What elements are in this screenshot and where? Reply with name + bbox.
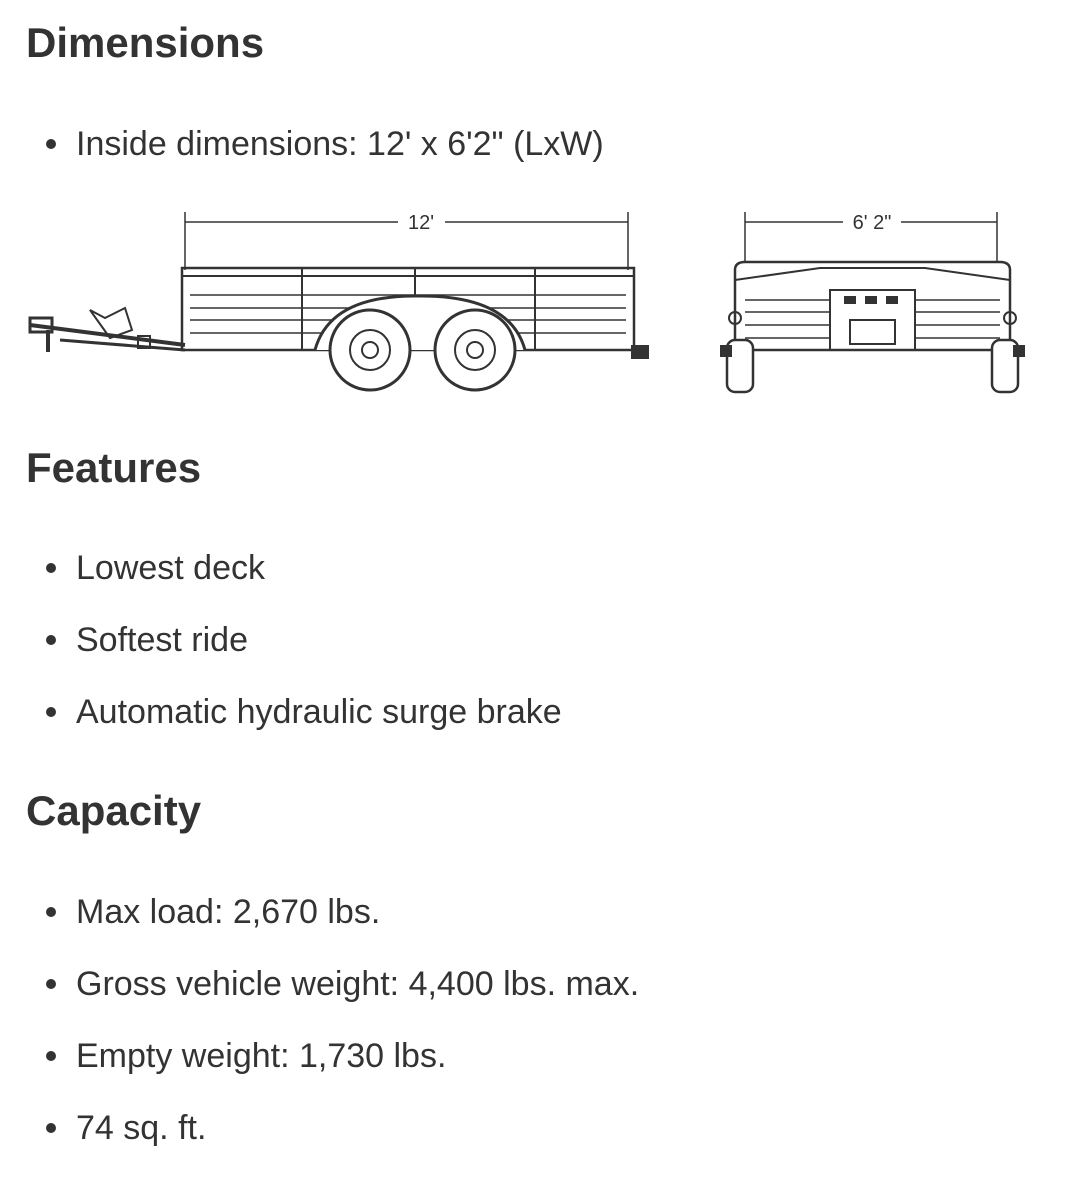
bullet-icon bbox=[46, 907, 56, 917]
bullet-icon bbox=[46, 979, 56, 989]
capacity-text: Gross vehicle weight: 4,400 lbs. max. bbox=[76, 965, 640, 1003]
dimensions-list bbox=[0, 108, 604, 180]
dimensions-heading: Dimensions bbox=[26, 19, 265, 66]
feature-text: Automatic hydraulic surge brake bbox=[76, 693, 562, 731]
feature-text: Lowest deck bbox=[76, 549, 265, 587]
bullet-icon bbox=[46, 563, 56, 573]
inside-dimensions-text: Inside dimensions: 12' x 6'2" (LxW) bbox=[76, 125, 604, 163]
list-item bbox=[0, 876, 639, 948]
feature-text: Softest ride bbox=[76, 621, 248, 659]
capacity-text: Empty weight: 1,730 lbs. bbox=[76, 1037, 447, 1075]
rear-dimension-label: 6' 2" bbox=[852, 212, 892, 234]
capacity-text: Max load: 2,670 lbs. bbox=[76, 893, 381, 931]
side-dimension-label: 12' bbox=[407, 212, 435, 234]
list-item bbox=[0, 108, 604, 180]
bullet-icon bbox=[46, 707, 56, 717]
capacity-text: 74 sq. ft. bbox=[76, 1109, 207, 1147]
trailer-side-view-diagram bbox=[20, 200, 670, 400]
bullet-icon bbox=[46, 635, 56, 645]
bullet-icon bbox=[46, 1051, 56, 1061]
list-item bbox=[0, 532, 562, 604]
trailer-rear-view-diagram bbox=[715, 200, 1035, 400]
list-item bbox=[0, 604, 562, 676]
list-item bbox=[0, 1092, 639, 1164]
list-item bbox=[0, 948, 639, 1020]
list-item bbox=[0, 676, 562, 748]
list-item bbox=[0, 1020, 639, 1092]
capacity-heading: Capacity bbox=[26, 787, 202, 834]
capacity-list bbox=[0, 876, 639, 1164]
bullet-icon bbox=[46, 139, 56, 149]
features-heading: Features bbox=[26, 444, 202, 491]
bullet-icon bbox=[46, 1123, 56, 1133]
features-list bbox=[0, 532, 562, 748]
